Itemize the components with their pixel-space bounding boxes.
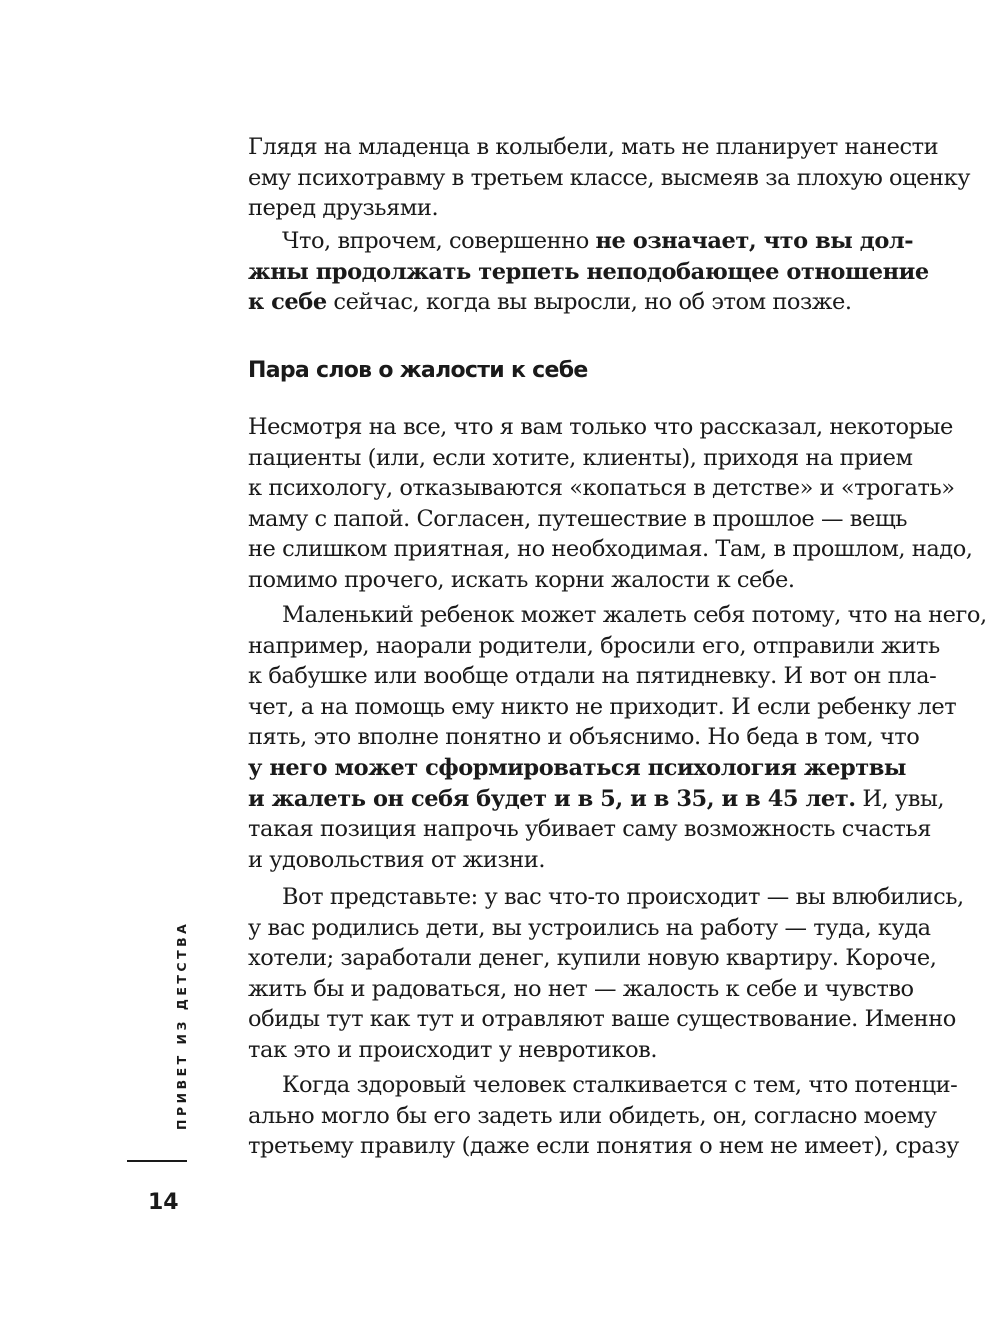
text-line: ально могло бы его задеть или обидеть, он, согласно моему <box>248 1102 937 1129</box>
text-line: у вас родились дети, вы устроились на работу — туда, куда <box>248 914 931 941</box>
bold-emphasis: жны продолжать терпеть неподобающее отношение <box>248 258 929 285</box>
text-line: хотели; заработали денег, купили новую квартиру. Короче, <box>248 945 937 972</box>
text-line: не слишком приятная, но необходимая. Там, в прошлом, надо, <box>248 536 973 563</box>
text-line: например, наорали родители, бросили его, отправили жить <box>248 632 940 659</box>
text-line: Несмотря на все, что я вам только что рассказал, некоторые <box>248 414 953 440</box>
bold-emphasis: у него может сформироваться психология жертвы <box>248 754 907 781</box>
text-line: так это и происходит у невротиков. <box>248 1036 658 1063</box>
paragraph-2 <box>248 226 929 318</box>
page-number: 14 <box>148 1190 179 1215</box>
running-head: ПРИВЕТ ИЗ ДЕТСТВА <box>174 920 189 1130</box>
text-line: к себе сейчас, когда вы выросли, но об этом позже. <box>248 289 852 316</box>
section-heading: Пара слов о жалости к себе <box>248 358 588 383</box>
text-line: и жалеть он себя будет и в 5, и в 35, и в 45 лет. И, увы, <box>248 785 945 812</box>
text-line: Что, впрочем, совершенно не означает, что вы дол- <box>282 228 914 254</box>
paragraph-4 <box>248 600 987 875</box>
bold-emphasis: к себе <box>248 289 327 316</box>
folio-rule <box>127 1160 187 1162</box>
bold-emphasis: не означает, что вы дол- <box>595 228 914 254</box>
text-line <box>248 753 907 784</box>
paragraph-5 <box>248 882 964 1066</box>
paragraph-3 <box>248 412 973 596</box>
text-line: к психологу, отказываются «копаться в детстве» и «трогать» <box>248 475 955 502</box>
text-line: Вот представьте: у вас что-то происходит — вы влюбились, <box>282 884 964 910</box>
text-line <box>248 257 929 288</box>
text-line: Когда здоровый человек сталкивается с тем, что потенци- <box>282 1072 958 1098</box>
text-line: третьему правилу (даже если понятия о нем не имеет), сразу <box>248 1133 959 1160</box>
text-line: чет, а на помощь ему никто не приходит. И если ребенку лет <box>248 693 957 720</box>
text-line: к бабушке или вообще отдали на пятидневку. И вот он пла- <box>248 663 937 690</box>
text-line: такая позиция напрочь убивает саму возможность счастья <box>248 816 931 843</box>
text-line: ему психотравму в третьем классе, высмеяв за плохую оценку <box>248 164 970 191</box>
text-line: пять, это вполне понятно и объяснимо. Но беда в том, что <box>248 724 920 751</box>
paragraph-6 <box>248 1070 959 1162</box>
text-line: и удовольствия от жизни. <box>248 846 546 873</box>
text-line: помимо прочего, искать корни жалости к себе. <box>248 566 795 593</box>
text-line: Глядя на младенца в колыбели, мать не планирует нанести <box>248 134 939 160</box>
text-line: пациенты (или, если хотите, клиенты), приходя на прием <box>248 444 913 471</box>
text-line: перед друзьями. <box>248 195 439 222</box>
bold-emphasis: и жалеть он себя будет и в 5, и в 35, и в 45 лет. <box>248 785 856 812</box>
paragraph-1 <box>248 132 970 224</box>
text-line: Маленький ребенок может жалеть себя потому, что на него, <box>282 602 987 628</box>
text-line: жить бы и радоваться, но нет — жалость к себе и чувство <box>248 975 914 1002</box>
text-line: маму с папой. Согласен, путешествие в прошлое — вещь <box>248 505 908 532</box>
text-line: обиды тут как тут и отравляют ваше существование. Именно <box>248 1006 956 1033</box>
